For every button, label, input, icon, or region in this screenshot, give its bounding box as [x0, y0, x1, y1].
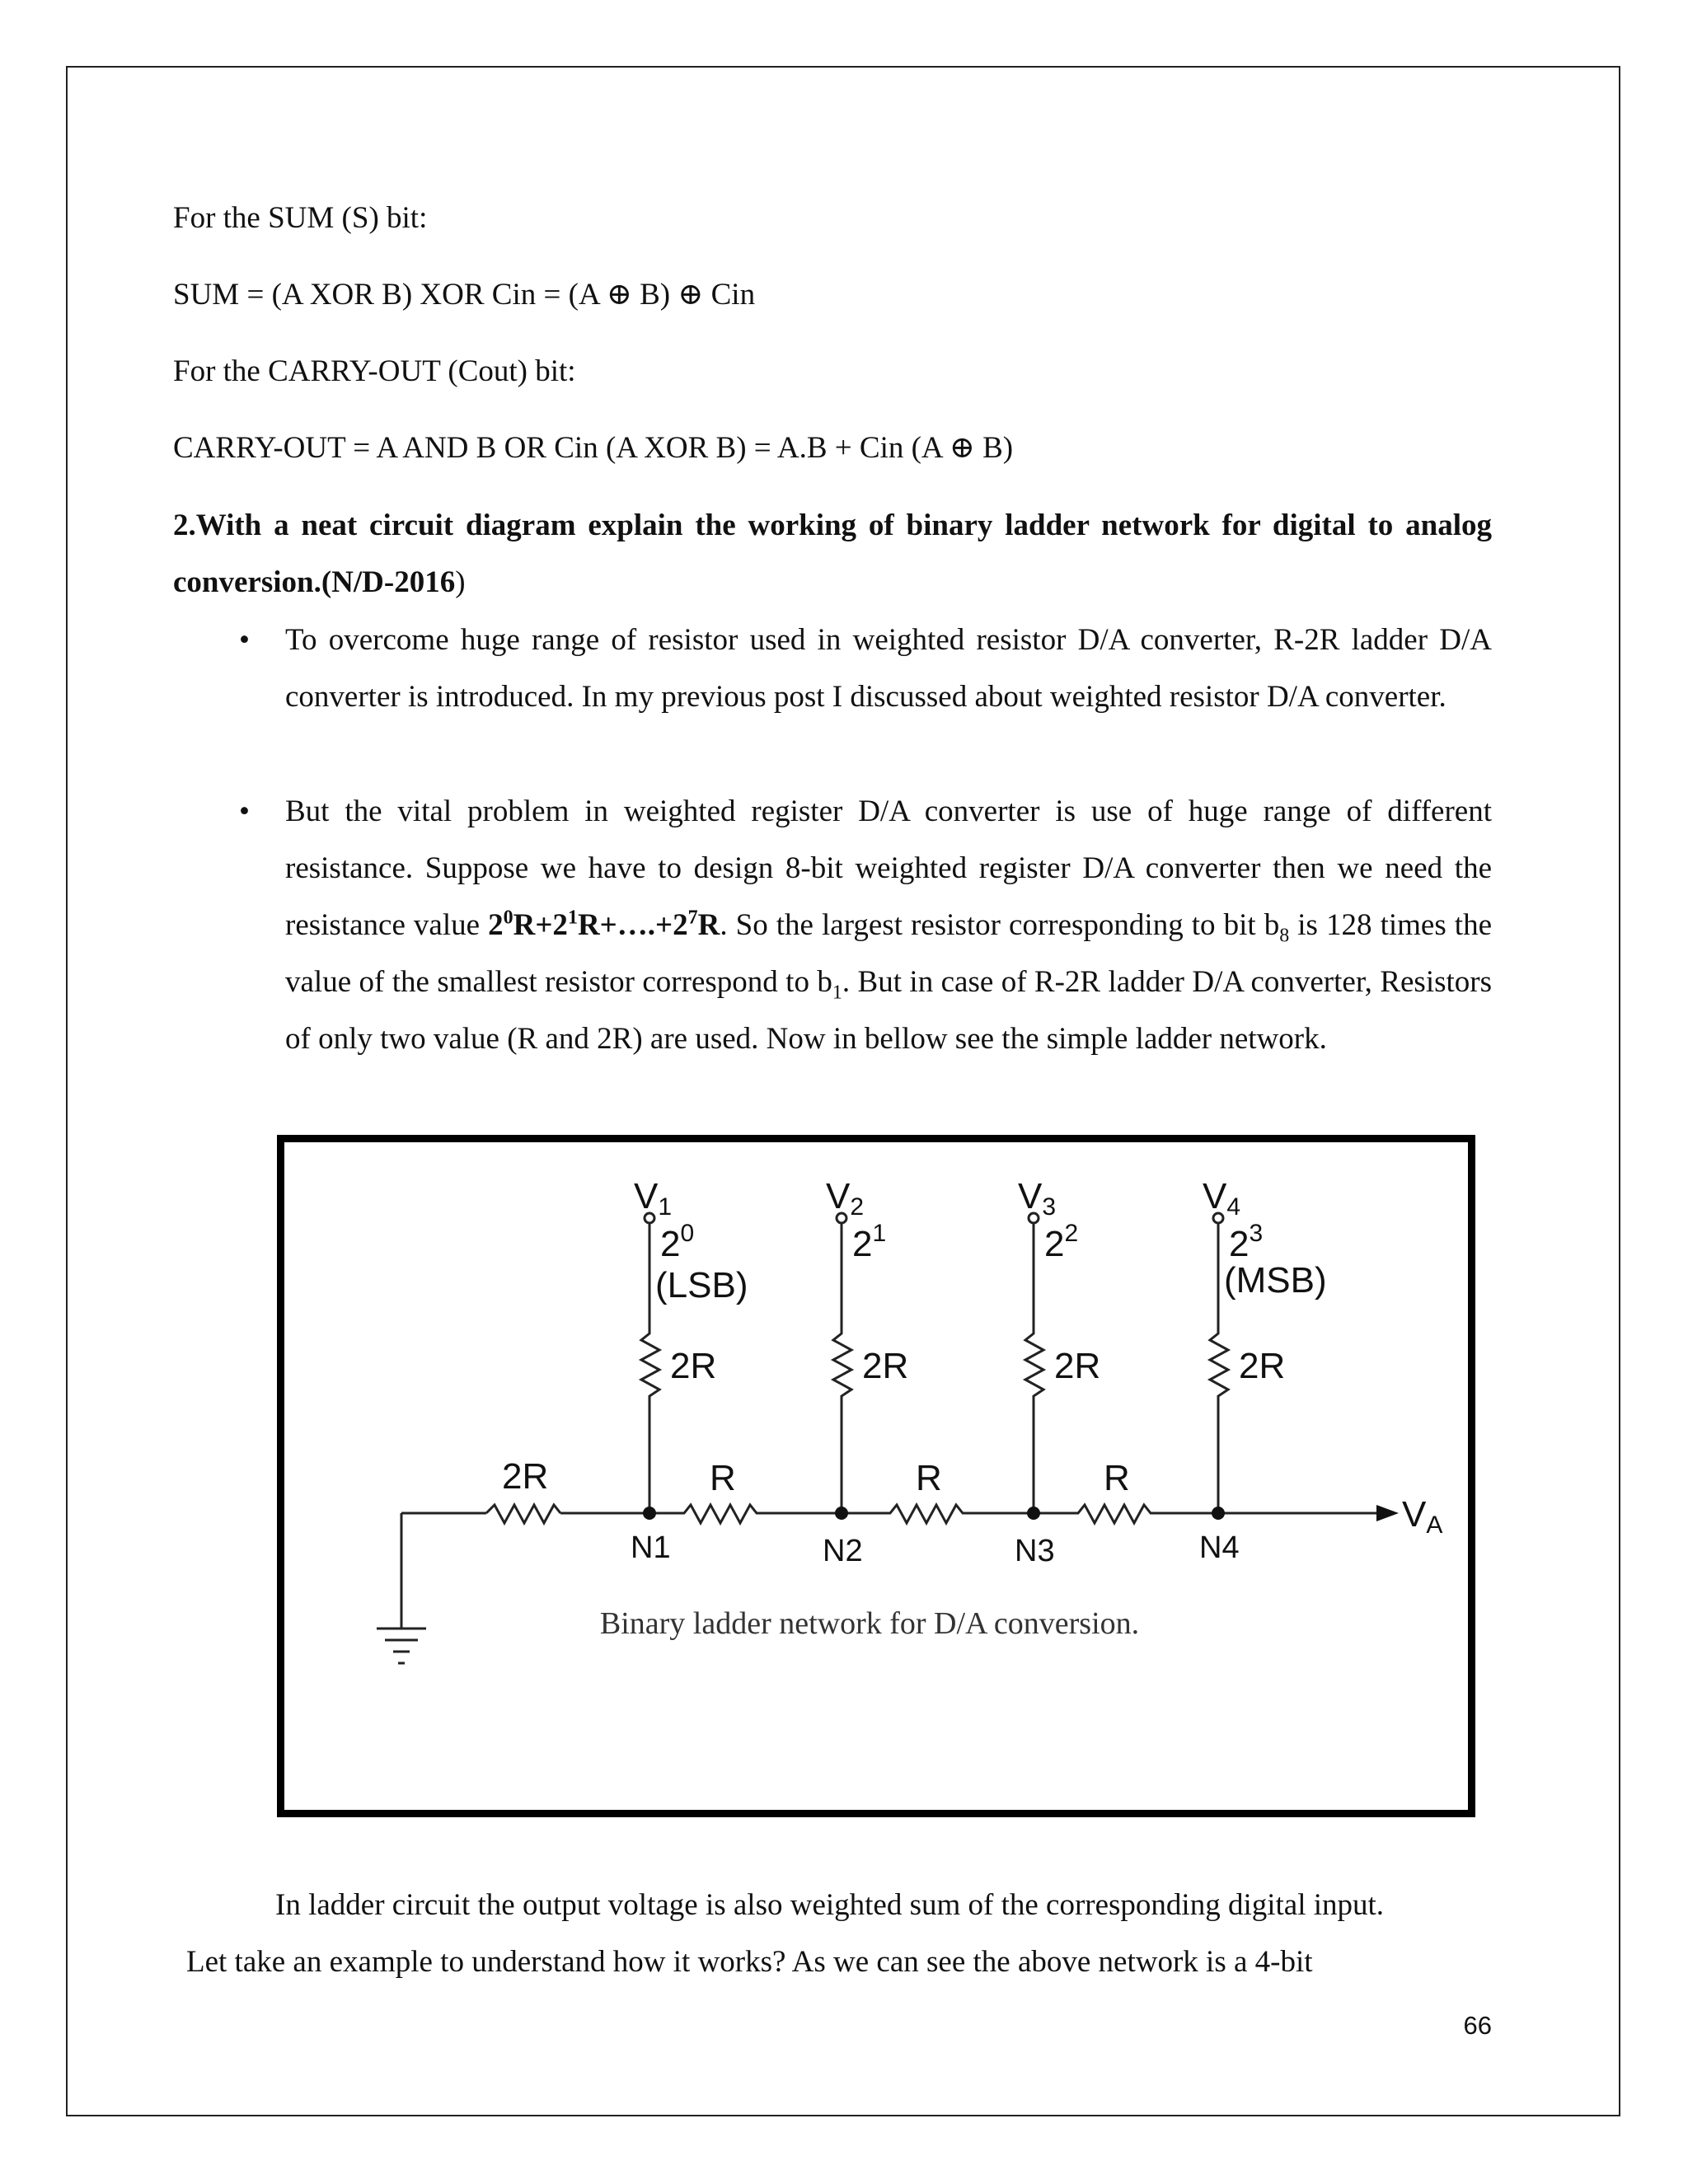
node-label-n1: N1: [631, 1530, 671, 1565]
shunt-res-label-1: 2R: [670, 1346, 717, 1386]
closing-line-2: Let take an example to understand how it works? As we can see the above network is a 4-bit: [186, 1945, 1313, 1979]
series-resistor-2: [842, 1505, 1034, 1523]
node-label-n2: N2: [823, 1534, 863, 1568]
series-resistor-1: [649, 1505, 842, 1523]
closing-line-1: In ladder circuit the output voltage is also weighted sum of the corresponding digital input.: [275, 1888, 1385, 1922]
ladder-network-figure: [277, 1135, 1475, 1817]
ground-res-label: 2R: [502, 1456, 549, 1497]
shunt-res-label-3: 2R: [1054, 1346, 1101, 1386]
sum-formula: SUM = (A XOR B) XOR Cin = (A ⊕ B) ⊕ Cin: [173, 278, 756, 312]
resistance-formula: $2^0R+2^1R+\dots.+2^7R$: [488, 907, 720, 942]
series-resistor-3: [1034, 1505, 1218, 1523]
carry-formula: CARRY-OUT = A AND B OR Cin (A XOR B) = A.B + Cin (A ⊕ B): [173, 431, 1014, 465]
question-tag: (N/D-2016: [321, 565, 456, 599]
shunt-resistor-2: [833, 1223, 851, 1513]
ground-icon: [377, 1629, 426, 1663]
question-heading: [173, 497, 1492, 611]
question-close-paren: ): [455, 565, 466, 599]
ladder-circuit-diagram: [284, 1142, 1468, 1810]
bullet-2-part3: is 128 times the value of the smallest resistor correspond to b: [285, 908, 1493, 999]
node-dot-icon: [643, 1507, 656, 1520]
input-label-v4: V4: [1203, 1176, 1241, 1221]
node-dot-icon: [835, 1507, 848, 1520]
input-label-v1: V1: [634, 1176, 673, 1221]
subscript-8: 8: [1279, 925, 1290, 947]
bullet-2-part4: . But in case of R-2R ladder D/A converter, Resistors of only two value (R and 2R) are used. Now in bellow see the simple ladder network.: [285, 965, 1493, 1056]
series-res-label-1: R: [710, 1458, 736, 1498]
bullet-text-2: [285, 783, 1492, 1067]
node-label-n4: N4: [1199, 1530, 1240, 1565]
weight-label-4: $2^3$: [1229, 1220, 1264, 1264]
bullet-text-1: To overcome huge range of resistor used in weighted resistor D/A converter, R-2R ladder D/A converter is introduced. In my previous post I discussed about weighted resistor D/A converter.: [285, 623, 1492, 714]
series-res-label-2: R: [916, 1458, 942, 1498]
input-label-v2: V2: [826, 1176, 865, 1221]
bullet-2-part2: . So the largest resistor corresponding to bit b: [720, 908, 1280, 942]
page-number: 66: [1463, 2011, 1492, 2040]
shunt-res-label-4: 2R: [1239, 1346, 1286, 1386]
bullet-2-part1: But the vital problem in weighted register D/A converter is use of huge range of different resistance. Suppose we have to design 8-bit weighted register D/A converter then we need the resistance value: [285, 794, 1492, 942]
node-dot-icon: [1212, 1507, 1225, 1520]
series-res-label-3: R: [1104, 1458, 1130, 1498]
weight-label-1: $2^0$: [660, 1220, 695, 1264]
ground-resistor-zigzag: [486, 1505, 560, 1523]
msb-label: (MSB): [1224, 1260, 1327, 1301]
node-dot-icon: [1027, 1507, 1040, 1520]
weight-label-3: $2^2$: [1044, 1220, 1079, 1264]
output-label: VA: [1402, 1494, 1443, 1539]
carry-heading: For the CARRY-OUT (Cout) bit:: [173, 354, 576, 388]
bullet-icon: •: [239, 794, 250, 828]
shunt-res-label-2: 2R: [862, 1346, 909, 1386]
figure-caption: Binary ladder network for D/A conversion.: [599, 1606, 1140, 1641]
question-text: 2.With a neat circuit diagram explain the working of binary ladder network for digital to analog conversion.: [173, 509, 1492, 599]
shunt-resistor-3: [1025, 1223, 1043, 1513]
output-arrow-icon: [1376, 1505, 1399, 1521]
weight-label-2: $2^1$: [852, 1220, 887, 1264]
input-label-v3: V3: [1018, 1176, 1057, 1221]
subscript-1: 1: [832, 982, 842, 1004]
lsb-label: (LSB): [655, 1265, 748, 1305]
sum-heading: For the SUM (S) bit:: [173, 201, 428, 235]
bullet-icon: •: [239, 623, 250, 657]
node-label-n3: N3: [1015, 1534, 1055, 1568]
